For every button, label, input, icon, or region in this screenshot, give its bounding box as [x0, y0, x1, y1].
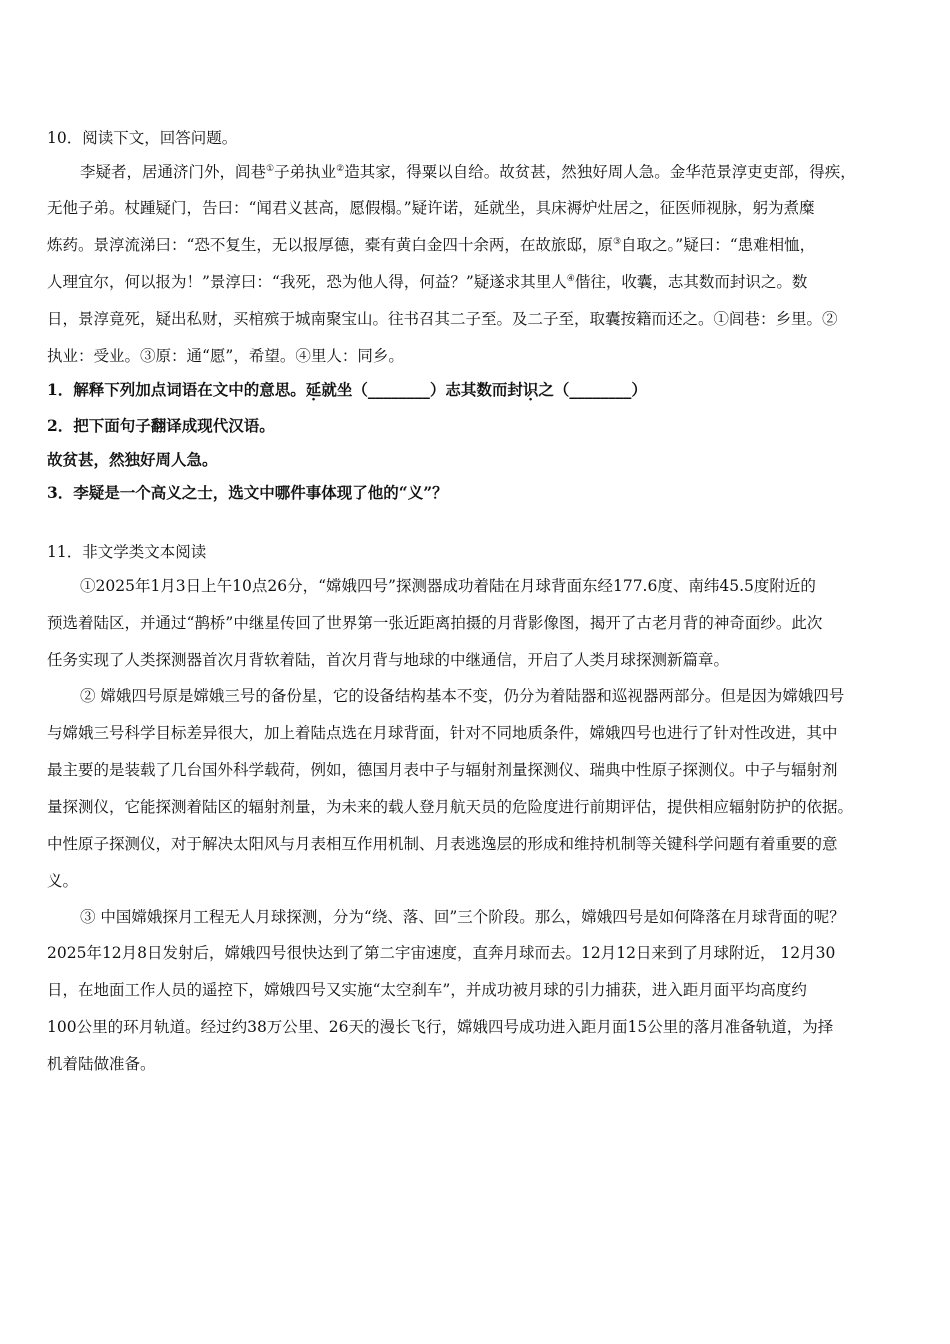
dotted-word: 识	[522, 380, 539, 399]
article-line: 中性原子探测仪，对于解决太阳风与月表相互作用机制、月表逃逸层的形成和维持机制等关键科学问题有着重要的意	[47, 835, 838, 853]
question-2: 2．把下面句子翻译成现代汉语。	[47, 416, 275, 435]
passage-line	[47, 272, 807, 292]
passage-text: 造其家，得粟以自给。故贫甚，然独好周人急。金华范景淳吏吏部，得疾，	[344, 163, 856, 181]
footnote-marker: ②	[336, 164, 345, 174]
footnote-marker: ③	[612, 237, 622, 247]
question-3: 3．李疑是一个高义之士，选文中哪件事体现了他的“义”？	[47, 483, 448, 502]
article-line: 与嫦娥三号科学目标差异很大，加上着陆点选在月球背面，针对不同地质条件，嫦娥四号也进行了针对性改进，其中	[47, 724, 838, 742]
article-line: 任务实现了人类探测器首次月背软着陆，首次月背与地球的中继通信，开启了人类月球探测新篇章。	[47, 651, 730, 669]
article-line: 预选着陆区，并通过“鹊桥”中继星传回了世界第一张近距离拍摄的月背影像图，揭开了古老月背的神奇面纱。此次	[47, 614, 823, 632]
q1-suffix: 之（________）	[538, 380, 647, 399]
article-line: 量探测仪，它能探测着陆区的辐射剂量，为未来的载人登月航天员的危险度进行前期评估，提供相应辐射防护的依据。	[47, 798, 854, 816]
article-line: 100公里的环月轨道。经过约38万公里、26天的漫长飞行，嫦娥四号成功进入距月面15公里的落月准备轨道，为择	[47, 1018, 834, 1036]
passage-text: 子弟执业	[274, 163, 337, 181]
footnote-marker: ①	[266, 164, 275, 174]
passage-line	[47, 235, 815, 255]
q1-prefix: 1．解释下列加点词语在文中的意思。	[47, 380, 306, 399]
question-1	[47, 380, 647, 400]
passage-text: 李疑者，居通济门外，闾巷	[80, 163, 267, 181]
passage-text: 炼药。景淳流涕曰：“恐不复生，无以报厚德，橐有黄白金四十余两，在故旅邸，原	[47, 236, 613, 254]
dotted-word: 延	[305, 380, 322, 399]
passage-line	[80, 162, 904, 182]
passage-line: 执业：受业。③原：通“愿”，希望。④里人：同乡。	[47, 347, 404, 365]
passage-line: 无他子弟。杖踵疑门，告曰：“闻君义甚高，愿假榻。”疑许诺，延就坐，具床褥炉灶居之，征医师视脉，躬为煮糜	[47, 199, 815, 217]
passage-text: 自取之。”疑曰：“患难相恤，	[621, 236, 816, 254]
passage-text: 人理宜尔，何以报为！”景淳曰：“我死，恐为他人得，何益？”疑遂求其里人	[47, 273, 567, 291]
q1-text: 就坐（________）志其数而封	[321, 380, 523, 399]
article-line: ② 嫦娥四号原是嫦娥三号的备份星，它的设备结构基本不变，仍分为着陆器和巡视器两部分。但是因为嫦娥四号	[80, 687, 845, 705]
question-2-sentence: 故贫甚，然独好周人急。	[47, 450, 218, 469]
passage-line: 日，景淳竟死，疑出私财，买棺殡于城南聚宝山。往书召其二子至。及二子至，取囊按籍而还之。①闾巷：乡里。②	[47, 310, 838, 328]
footnote-marker: ④	[566, 274, 575, 284]
article-line: ①2025年1月3日上午10点26分，“嫦娥四号”探测器成功着陆在月球背面东经177.6度、南纬45.5度附近的	[80, 577, 816, 595]
article-line: 日，在地面工作人员的遥控下，嫦娥四号又实施“太空刹车”，并成功被月球的引力捕获，进入距月面平均高度约	[47, 981, 807, 999]
article-line: ③ 中国嫦娥探月工程无人月球探测，分为“绕、落、回”三个阶段。那么，嫦娥四号是如何降落在月球背面的呢？	[80, 908, 845, 926]
q11-title: 11．非文学类文本阅读	[47, 543, 207, 561]
q10-title: 10．阅读下文，回答问题。	[47, 129, 238, 147]
article-line: 2025年12月8日发射后，嫦娥四号很快达到了第二宇宙速度，直奔月球而去。12月12日来到了月球附近， 12月30	[47, 944, 836, 962]
article-line: 最主要的是装载了几台国外科学载荷，例如，德国月表中子与辐射剂量探测仪、瑞典中性原子探测仪。中子与辐射剂	[47, 761, 838, 779]
passage-text: 偕往，收囊，志其数而封识之。数	[574, 273, 808, 291]
article-line: 义。	[47, 872, 79, 890]
article-line: 机着陆做准备。	[47, 1055, 156, 1073]
